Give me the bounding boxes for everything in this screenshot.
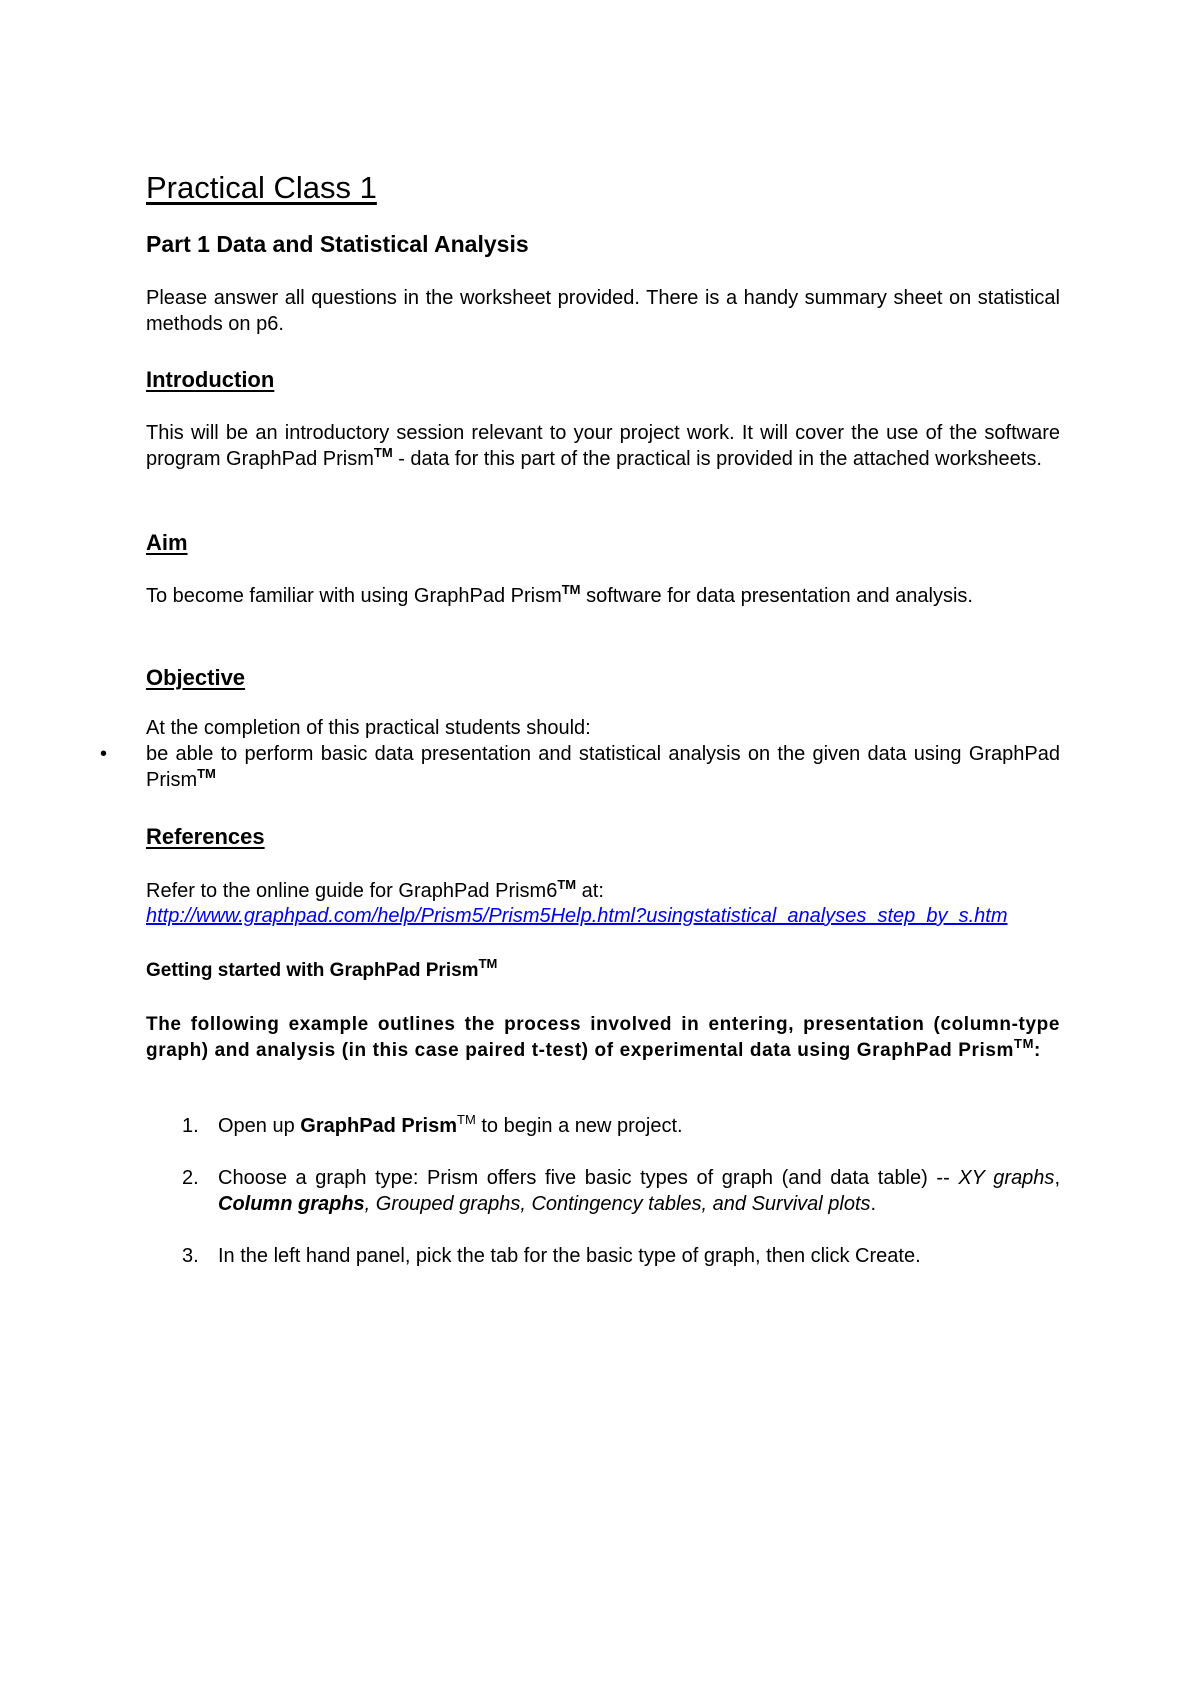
step-italic-text: XY graphs <box>958 1167 1055 1189</box>
step-text: Open up <box>218 1115 301 1137</box>
trademark-mark: TM <box>478 956 498 971</box>
getting-started-text: Getting started with GraphPad Prism <box>146 960 479 981</box>
aim-text: To become familiar with using GraphPad Prism <box>146 585 562 607</box>
step-bold-italic-text: Column graphs <box>218 1193 365 1215</box>
references-text-cont: at: <box>576 880 604 902</box>
aim-text-cont: software for data presentation and analysis. <box>580 585 973 607</box>
aim-paragraph <box>146 583 1060 609</box>
graphpad-help-link[interactable]: http://www.graphpad.com/help/Prism5/Prism5Help.html?usingstatistical_analyses_step_by_s.htm <box>146 905 1008 927</box>
intro-paragraph: Please answer all questions in the worksheet provided. There is a handy summary sheet on statistical methods on p6. <box>146 287 1060 335</box>
objective-bullet-item <box>100 741 1060 793</box>
objective-bullet-text: be able to perform basic data presentation and statistical analysis on the given data using GraphPad Prism <box>146 743 1060 791</box>
step-text: Choose a graph type: Prism offers five basic types of graph (and data table) -- <box>218 1167 959 1189</box>
introduction-text-cont: - data for this part of the practical is provided in the attached worksheets. <box>392 448 1042 470</box>
list-number: 3. <box>182 1245 199 1267</box>
trademark-mark: TM <box>1014 1036 1035 1051</box>
list-item-body <box>218 1165 1060 1217</box>
trademark-mark: TM <box>197 766 216 781</box>
list-item-body <box>218 1113 1060 1139</box>
list-item <box>182 1165 1060 1217</box>
trademark-mark: TM <box>561 582 581 597</box>
trademark-mark: TM <box>557 877 577 892</box>
objective-lead: At the completion of this practical students should: <box>146 717 591 739</box>
step-text-cont: to begin a new project. <box>475 1115 683 1137</box>
step-italic-text-cont: , Grouped graphs, Contingency tables, and Survival plots <box>364 1193 871 1215</box>
step-bold-text: GraphPad Prism <box>300 1115 458 1137</box>
references-text: Refer to the online guide for GraphPad Prism6 <box>146 880 558 902</box>
getting-started-heading <box>146 956 498 982</box>
objective-heading: Objective <box>146 665 246 690</box>
list-number: 1. <box>182 1115 199 1137</box>
step-separator: , <box>1054 1167 1060 1189</box>
references-heading: References <box>146 824 265 849</box>
list-number: 2. <box>182 1167 199 1189</box>
trademark-mark: TM <box>373 445 393 460</box>
references-paragraph <box>146 878 1060 904</box>
list-item <box>182 1113 1060 1139</box>
introduction-heading: Introduction <box>146 367 275 392</box>
aim-heading: Aim <box>146 530 188 555</box>
step-text-end: . <box>870 1193 877 1215</box>
bullet-icon: • <box>100 743 108 765</box>
list-item <box>182 1243 1060 1269</box>
part-title: Part 1 Data and Statistical Analysis <box>146 231 529 257</box>
list-item-body: In the left hand panel, pick the tab for the basic type of graph, then click Create. <box>218 1245 921 1267</box>
getting-started-paragraph <box>146 1012 1060 1064</box>
trademark-mark: TM <box>457 1112 476 1127</box>
getting-started-para-end: : <box>1034 1040 1041 1061</box>
introduction-text: This will be an introductory session relevant to your project work. It will cover the use of the software program GraphPad Prism <box>146 422 1060 470</box>
introduction-paragraph <box>146 420 1060 472</box>
getting-started-para-text: The following example outlines the process involved in entering, presentation (column-type graph) and analysis (in this case paired t-test) of experimental data using GraphPad Prism <box>146 1014 1060 1061</box>
page-title: Practical Class 1 <box>146 170 377 205</box>
